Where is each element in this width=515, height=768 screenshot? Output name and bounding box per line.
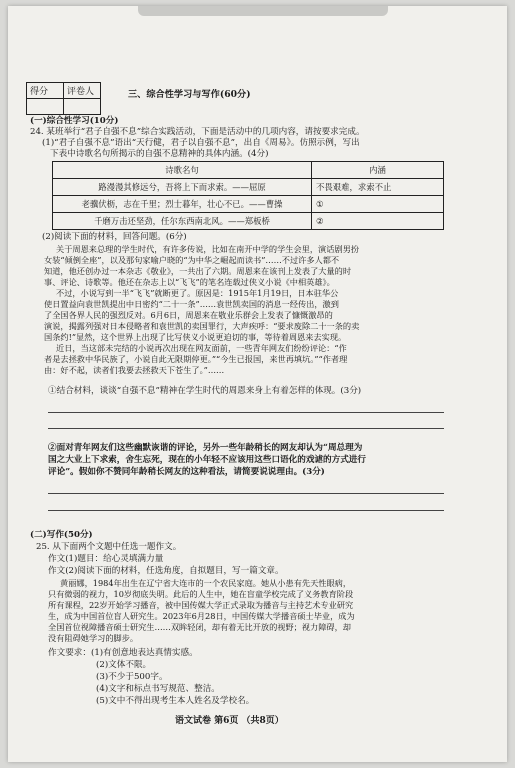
- poem-row-1: 路漫漫其修远兮，吾将上下而求索。——屈原: [53, 179, 312, 196]
- q25-line2: 作文(1)题目：给心灵填满力量: [48, 554, 164, 564]
- meaning-row-2: ①: [312, 196, 444, 213]
- material-line: 知道，他还创办过一本杂志《敬业》，一共出了六期。周恩来在该刊上发表了大量的时: [44, 266, 352, 276]
- material-line: 不过，小说写到一半“飞飞”就断更了。原因是：1915年1月19日，日本驻华公: [56, 288, 339, 298]
- essay-material-line: 生，成为中国首位盲人研究生。2023年6月28日，中国传媒大学播音硕士毕业，成为: [48, 611, 355, 621]
- material-line: 近日，当这部未完结的小说再次出现在网友面前，一些青年网友们纷纷评论：“作: [56, 343, 347, 353]
- material-line: 由：好不起，读者们我要去拯救天下苍生了。”……: [44, 365, 225, 375]
- answer-line: [48, 493, 444, 494]
- requirement-4: (4)文字和标点书写规范、整洁。: [96, 684, 220, 694]
- essay-material-line: 黄丽娜，1984年出生在辽宁省大连市的一个农民家庭。她从小患有先天性眼病，: [60, 578, 352, 588]
- poem-table: [52, 161, 444, 230]
- requirement-5: (5)文中不得出现考生本人姓名及学校名。: [96, 696, 255, 706]
- meaning-header: 内涵: [312, 162, 444, 179]
- part2-title: (二)写作(50分): [30, 530, 93, 540]
- material-line: 关于周恩来总理的学生时代，有许多传说，比如在南开中学的学生会里，演话剧男扮: [56, 244, 359, 254]
- essay-material-line: 全国首位视障播音硕士研究生……双眸轻闭，却有着无比开放的视野；视力障碍，却: [48, 622, 351, 632]
- essay-material-line: 所有课程，22岁开始学习播音，被中国传媒大学正式录取为播音与主持艺术专业研究: [48, 600, 354, 610]
- q24-intro: 24. 某班举行“君子自强不息”综合实践活动，下面是活动中的几项内容，请按要求完成。: [30, 127, 365, 137]
- answer-line: [48, 510, 444, 511]
- q24-2-part2-line3: 评论”。假如你不赞同年龄稍长网友的这种看法，请简要说说理由。(3分): [48, 467, 325, 477]
- answer-line: [48, 428, 444, 429]
- q24-2-part1: ①结合材料，谈谈“自强不息”精神在学生时代的周恩来身上有着怎样的体现。(3分): [48, 386, 362, 396]
- poem-header: 诗歌名句: [53, 162, 312, 179]
- grader-empty: [64, 99, 101, 115]
- essay-material: [48, 578, 355, 644]
- material-line: 者是去拯救中华民族了，小说自此无限期停更。”“今生已报国，来世再填坑。”“作者理: [44, 354, 348, 364]
- poem-row-3: 千磨万击还坚劲，任尔东西南北风。——郑板桥: [53, 213, 312, 230]
- answer-line: [48, 412, 444, 413]
- essay-material-line: 只有微弱的视力，10岁彻底失明。此后的人生中，她在盲童学校完成了义务教育阶段: [48, 589, 354, 599]
- essay-material-line: 没有阻碍她学习的脚步。: [48, 633, 139, 643]
- binding-clip: [138, 6, 388, 16]
- q24-sub2-title: (2)阅读下面的材料，回答问题。(6分): [42, 232, 187, 242]
- material-line: 国条约!”显然，这个世界上出现了比写侠义小说更迫切的事，等待着周恩来去实现。: [44, 332, 347, 342]
- requirement-1: 作文要求：(1)有创意地表达真情实感。: [48, 648, 198, 658]
- q24-2-part2-line1: ②面对青年网友们这些幽默诙谐的评论，另外一些年龄稍长的网友却认为“周总理为: [48, 443, 363, 453]
- q24-2-part2-line2: 国之大业上下求索，舍生忘死，现在的小年轻不应该用这些口语化的戏谑的方式进行: [48, 455, 366, 465]
- material-line: 使日置益向袁世凯提出中日密约“二十一条”……袁世凯卖国的消息一经传出，激到: [44, 299, 339, 309]
- meaning-row-3: ②: [312, 213, 444, 230]
- section-title: 三、综合性学习与写作(60分): [128, 89, 251, 100]
- material-line: 女装“倾倒全座”，以及那句家喻户晓的“为中华之崛起而读书”……不过许多人都不: [44, 255, 340, 265]
- requirement-3: (3)不少于500字。: [96, 672, 168, 682]
- grader-cell: 评卷人: [64, 83, 101, 99]
- material-text: [44, 244, 359, 376]
- q25-line3: 作文(2)阅读下面的材料，任选角度，自拟题目，写一篇文章。: [48, 566, 284, 576]
- q24-sub1-line1: (1)“君子自强不息”语出“天行健，君子以自强不息”，出自《周易》。仿照示例，写出: [42, 138, 360, 148]
- q25-line1: 25. 从下面两个文题中任选一题作文。: [36, 542, 182, 552]
- page-footer: 语文试卷 第6页 （共8页）: [175, 716, 284, 726]
- material-line: 了全国各界人民的强烈反对。6月6日，周恩来在敬业乐群会上发表了慷慨激昂的: [44, 310, 333, 320]
- q24-sub1-line2: 下表中诗歌名句所揭示的自强不息精神的具体内涵。(4分): [50, 149, 269, 159]
- score-empty: [27, 99, 64, 115]
- requirement-2: (2)文体不限。: [96, 660, 152, 670]
- material-line: 演说，揭露列强对日本侵略者和袁世凯的卖国罪行，大声疾呼：“要求废除二十一条的卖: [44, 321, 360, 331]
- score-cell: 得分: [27, 83, 64, 99]
- poem-row-2: 老骥伏枥，志在千里；烈士暮年，壮心不已。——曹操: [53, 196, 312, 213]
- meaning-row-1: 不畏艰难，求索不止: [312, 179, 444, 196]
- material-line: 事、评论、诗歌等。他还在杂志上以“飞飞”的笔名连载过侠义小说《中相英雄》。: [44, 277, 335, 287]
- part1-title: (一)综合性学习(10分): [30, 116, 119, 126]
- score-table: [26, 82, 101, 115]
